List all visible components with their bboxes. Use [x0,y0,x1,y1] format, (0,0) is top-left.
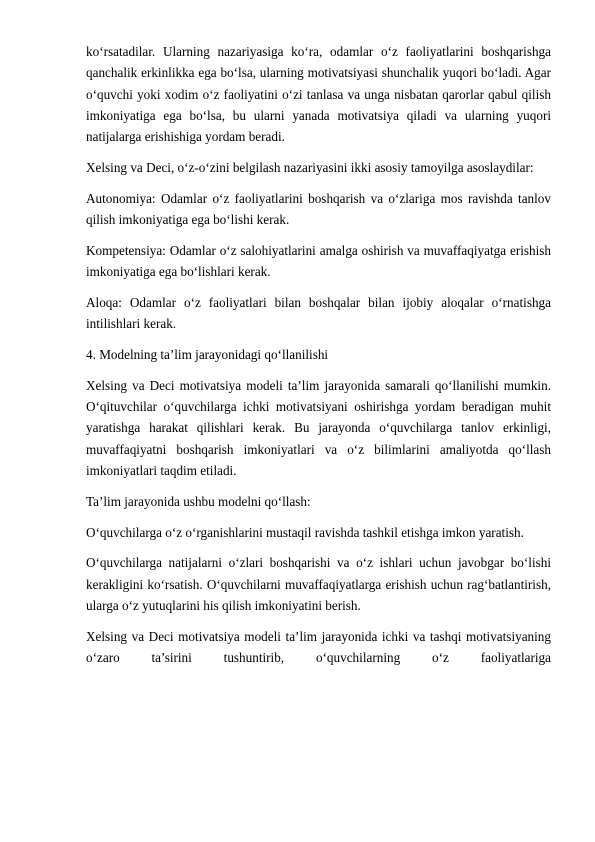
paragraph-autonomy: Autonomiya: Odamlar o‘z faoliyatlarini boshqarish va o‘zlariga mos ravishda tanlov qilish imkoniyatiga ega bo‘lishi kerak. [86,190,551,228]
paragraph-two-principles: Xelsing va Deci, o‘z-o‘zini belgilash nazariyasini ikki asosiy tamoyilga asoslaydilar: [86,159,534,175]
section-heading: 4. Modelning ta’lim jarayonidagi qo‘llanilishi [86,347,329,363]
paragraph-conclusion-start: Xelsing va Deci motivatsiya modeli ta’lim jarayonida ichki va tashqi motivatsiyaning o‘zaro ta’sirini tushuntirib, o‘quvchilarning o‘z faoliyatlariga [86,628,551,666]
paragraph-responsibility: O‘quvchilarga natijalarni o‘zlari boshqarishi va o‘z ishlari uchun javobgar bo‘lishi kerakligini ko‘rsatish. O‘quvchilarni muvaffaqiyatlarga erishish uchun rag‘batlantirish, ularga o‘z yutuqlarini his qilish imkoniyatini berish. [86,555,551,614]
paragraph-independent-learning: O‘quvchilarga o‘z o‘rganishlarini mustaqil ravishda tashkil etishga imkon yaratish. [86,524,524,540]
paragraph-application-intro: Ta’lim jarayonida ushbu modelni qo‘llash: [86,493,311,509]
paragraph-model-application: Xelsing va Deci motivatsiya modeli ta’lim jarayonida samarali qo‘llanilishi mumkin. O‘qituvchilar o‘quvchilarga ichki motivatsiyani oshirishga yordam beradigan muhit yaratishga harakat qilishlari kerak. Bu jarayonda o‘quvchilarga tanlov erkinligi, muvaffaqiyatni boshqarish imkoniyatlari va o‘z bilimlarini amaliyotda qo‘llash imkoniyatlari taqdim etiladi. [86,377,551,479]
document-page [86,41,551,678]
paragraph-intro-continuation: ko‘rsatadilar. Ularning nazariyasiga ko‘ra, odamlar o‘z faoliyatlarini boshqarishga qanchalik erkinlikka ega bo‘lsa, ularning motivatsiyasi shunchalik yuqori bo‘ladi. Agar o‘quvchi yoki xodim o‘z faoliyatini o‘zi tanlasa va unga nisbatan qarorlar qabul qilish imkoniyatiga ega bo‘lsa, bu ularni yanada motivatsiya qiladi va ularning yuqori natijalarga erishishiga yordam beradi. [86,44,551,145]
paragraph-relatedness: Aloqa: Odamlar o‘z faoliyatlari bilan boshqalar bilan ijobiy aloqalar o‘rnatishga intilishlari kerak. [86,294,551,332]
paragraph-competence: Kompetensiya: Odamlar o‘z salohiyatlarini amalga oshirish va muvaffaqiyatga erishish imkoniyatiga ega bo‘lishlari kerak. [86,242,551,280]
